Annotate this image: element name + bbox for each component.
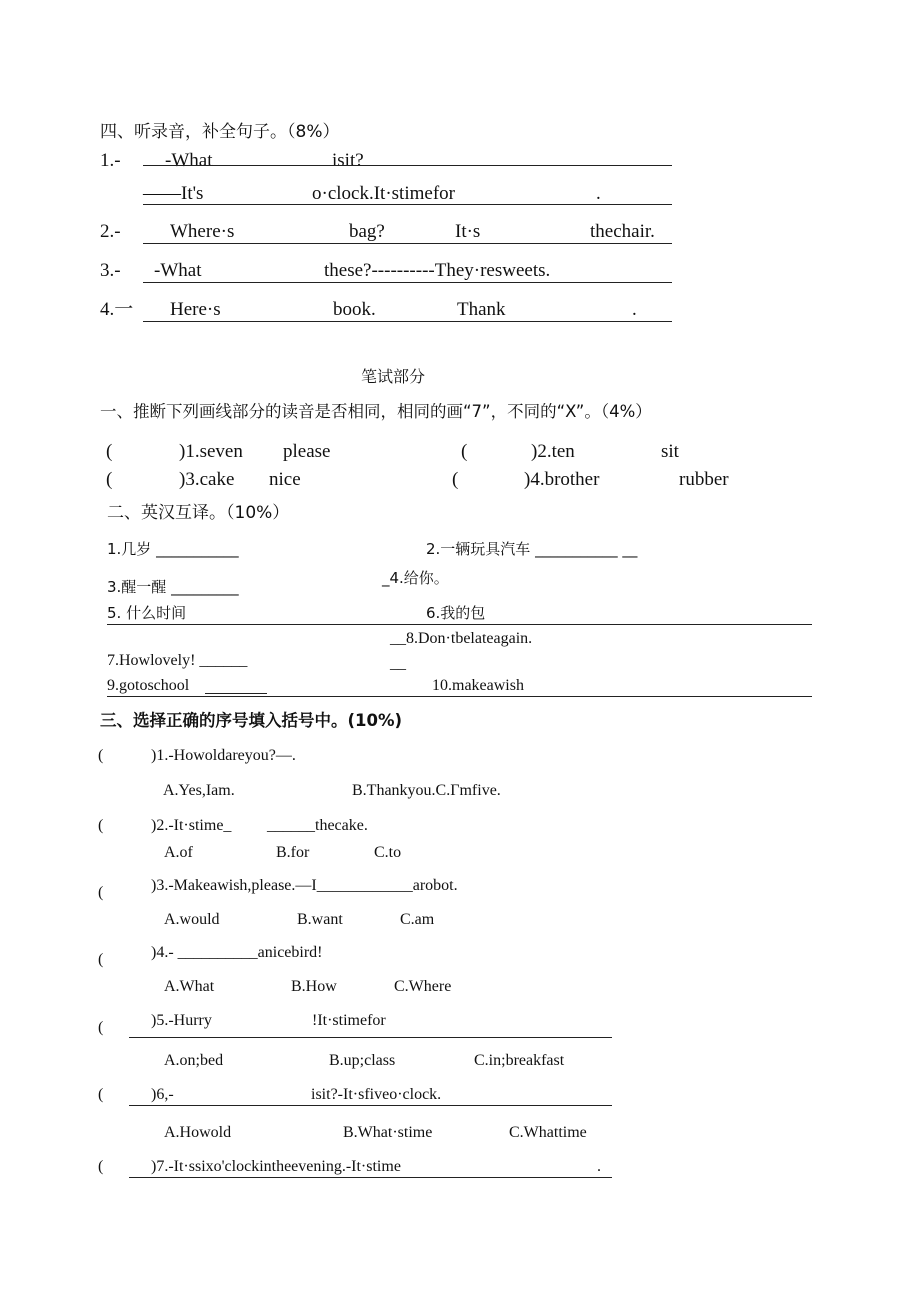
part2-heading: 二、英汉互译。（10%）: [107, 503, 290, 523]
listening-text: .: [596, 183, 601, 204]
answer-line[interactable]: [143, 165, 672, 166]
listening-text: -What: [165, 150, 213, 171]
translate-item: 5. 什么时间: [107, 604, 187, 622]
translate-item: _4.给你。: [382, 569, 449, 587]
option: A.What: [164, 978, 215, 995]
option: C.am: [400, 911, 435, 928]
listening-text: -What: [154, 260, 202, 281]
translate-item: 1.几岁 ___________: [107, 540, 239, 558]
option: B.How: [291, 978, 337, 995]
listening-text: book.: [333, 299, 376, 320]
question-stem: !It·stimefor: [312, 1012, 386, 1029]
paren-blank[interactable]: (: [106, 469, 113, 490]
question-stem: )4.- __________anicebird!: [151, 944, 323, 961]
answer-line[interactable]: [129, 1177, 612, 1178]
part1-word: sit: [661, 441, 679, 462]
part1-item: )1.seven: [179, 441, 243, 462]
listening-text: Here·s: [170, 299, 221, 320]
option: A.of: [164, 844, 193, 861]
listening-text: thechair.: [590, 221, 655, 242]
option: C.Whattime: [509, 1124, 587, 1141]
listening-num-2: 2.-: [100, 221, 121, 242]
listening-text: Where·s: [170, 221, 235, 242]
paren-blank[interactable]: (: [106, 441, 113, 462]
option: A.on;bed: [164, 1052, 224, 1069]
answer-line[interactable]: [143, 282, 672, 283]
part3-heading: 三、选择正确的序号填入括号中。(10%): [100, 711, 403, 730]
listening-text: bag?: [349, 221, 385, 242]
answer-line[interactable]: [129, 1037, 612, 1038]
listening-text: o·clock.It·stimefor: [312, 183, 455, 204]
paren-blank[interactable]: (: [98, 1019, 104, 1036]
answer-line[interactable]: [143, 204, 672, 205]
paren-blank[interactable]: (: [461, 441, 468, 462]
listening-text: .: [632, 299, 637, 320]
translate-item: 3.醒一醒 _________: [107, 578, 239, 596]
option: A.Yes,Iam.: [163, 782, 235, 799]
option: C.Where: [394, 978, 452, 995]
part1-heading: 一、推断下列画线部分的读音是否相同，相同的画“7”，不同的“X”。（4%）: [100, 402, 652, 421]
translate-item: 10.makeawish: [432, 677, 524, 694]
answer-line[interactable]: [107, 696, 812, 697]
question-stem: )7.-It·ssixo'clockintheevening.-It·stime: [151, 1158, 401, 1175]
option: B.up;class: [329, 1052, 396, 1069]
listening-num-1: 1.-: [100, 150, 121, 171]
part1-item: )2.ten: [531, 441, 575, 462]
translate-item: 6.我的包: [426, 604, 486, 622]
translate-item: __: [390, 655, 406, 672]
part1-word: rubber: [679, 469, 729, 490]
question-stem: ______thecake.: [267, 817, 368, 834]
paren-blank[interactable]: (: [98, 951, 104, 968]
paren-blank[interactable]: (: [452, 469, 459, 490]
paren-blank[interactable]: (: [98, 747, 104, 764]
translate-item: 2.一辆玩具汽车 ___________ __: [426, 540, 638, 558]
option: C.in;breakfast: [474, 1052, 565, 1069]
part1-item: )3.cake: [179, 469, 235, 490]
listening-text: these?----------They·resweets.: [324, 260, 551, 281]
option: A.Howold: [164, 1124, 232, 1141]
answer-line[interactable]: [143, 321, 672, 322]
listening-heading: 四、听录音，补全句子。（8%）: [100, 122, 340, 142]
translate-item: 9.gotoschool: [107, 677, 190, 694]
listening-num-4: 4.一: [100, 299, 134, 320]
written-title: 笔试部分: [361, 367, 426, 386]
option: B.for: [276, 844, 310, 861]
listening-text: Thank: [457, 299, 506, 320]
option: B.want: [297, 911, 343, 928]
translate-item: 7.Howlovely! ______: [107, 652, 248, 669]
paren-blank[interactable]: (: [98, 817, 104, 834]
answer-line[interactable]: [129, 1105, 612, 1106]
listening-num-3: 3.-: [100, 260, 121, 281]
question-stem: .: [597, 1158, 601, 1175]
listening-text: isit?: [332, 150, 364, 171]
question-stem: )6,-: [151, 1086, 174, 1103]
paren-blank[interactable]: (: [98, 1158, 104, 1175]
question-stem: )2.-It·stime_: [151, 817, 232, 834]
option: A.would: [164, 911, 220, 928]
option: B.What·stime: [343, 1124, 433, 1141]
question-stem: )1.-Howoldareyou?—.: [151, 747, 296, 764]
question-stem: )3.-Makeawish,please.—I____________arobot.: [151, 877, 458, 894]
answer-line[interactable]: [205, 693, 267, 694]
question-stem: )5.-Hurry: [151, 1012, 212, 1029]
answer-line[interactable]: [107, 624, 812, 625]
option: C.to: [374, 844, 402, 861]
part1-word: please: [283, 441, 331, 462]
paren-blank[interactable]: (: [98, 1086, 104, 1103]
question-stem: isit?-It·sfiveo·clock.: [311, 1086, 442, 1103]
option: B.Thankyou.C.Γmfive.: [352, 782, 501, 799]
part1-word: nice: [269, 469, 301, 490]
part1-item: )4.brother: [524, 469, 600, 490]
translate-item: __8.Don·tbelateagain.: [390, 630, 533, 647]
listening-text: It·s: [455, 221, 481, 242]
answer-line[interactable]: [143, 243, 672, 244]
paren-blank[interactable]: (: [98, 884, 104, 901]
listening-text: ——It's: [143, 183, 204, 204]
